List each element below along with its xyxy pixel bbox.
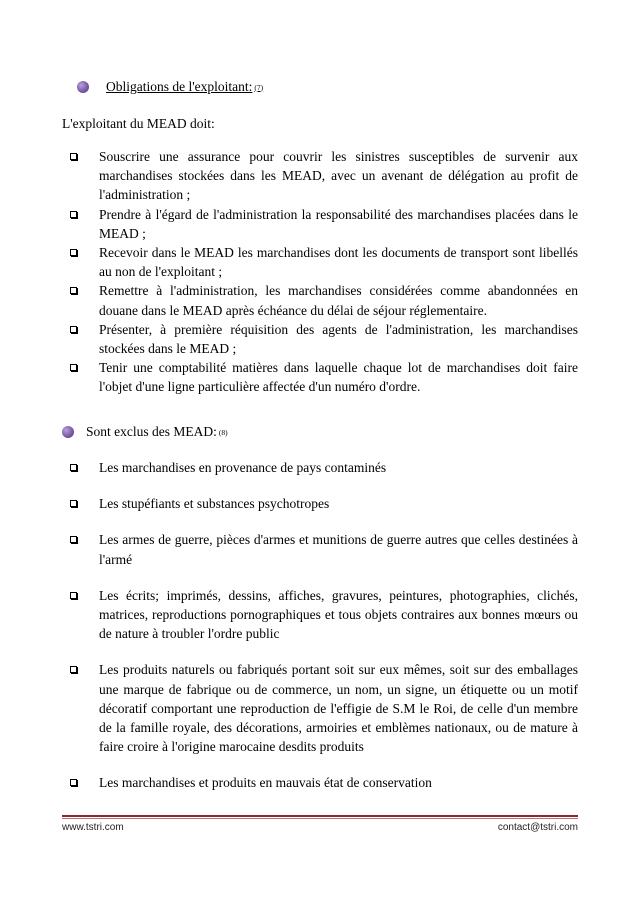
purple-bullet-icon [77, 81, 89, 93]
checkbox-bullet-icon [70, 464, 77, 471]
footer-contact: contact@tstri.com [497, 822, 578, 833]
footer-rule-secondary [62, 818, 578, 819]
exclusions-list [70, 458, 578, 810]
footer-website: www.tstri.com [62, 822, 124, 833]
checkbox-bullet-icon [70, 326, 77, 333]
section1-note: (7) [254, 82, 264, 92]
section1-intro: L'exploitant du MEAD doit: [62, 116, 215, 131]
purple-bullet-icon [62, 426, 74, 438]
section2-title: Sont exclus des MEAD: [86, 424, 217, 439]
footer-rule [62, 815, 578, 817]
checkbox-bullet-icon [70, 153, 77, 160]
list-item: Les stupéfiants et substances psychotropes [70, 494, 578, 513]
list-item: Tenir une comptabilité matières dans laquelle chaque lot de marchandises doit faire l'objet d'une ligne particulière affectée d'un numéro d'ordre. [70, 358, 578, 396]
list-item: Les marchandises et produits en mauvais état de conservation [70, 773, 578, 792]
checkbox-bullet-icon [70, 779, 77, 786]
list-item: Souscrire une assurance pour couvrir les sinistres susceptibles de survenir aux marchandises stockées dans les MEAD, avec un avenant de délégation au profit de l'administration ; [70, 147, 578, 205]
checkbox-bullet-icon [70, 211, 77, 218]
checkbox-bullet-icon [70, 287, 77, 294]
checkbox-bullet-icon [70, 500, 77, 507]
list-item: Prendre à l'égard de l'administration la responsabilité des marchandises placées dans le MEAD ; [70, 205, 578, 243]
checkbox-bullet-icon [70, 592, 77, 599]
checkbox-bullet-icon [70, 666, 77, 673]
section2-note: (8) [218, 427, 228, 437]
list-item: Remettre à l'administration, les marchandises considérées comme abandonnées en douane dans le MEAD après échéance du délai de séjour réglementaire. [70, 281, 578, 319]
checkbox-bullet-icon [70, 249, 77, 256]
checkbox-bullet-icon [70, 536, 77, 543]
list-item: Les produits naturels ou fabriqués portant soit sur eux mêmes, soit sur des emballages une marque de fabrique ou de commerce, un nom, un signe, un étiquette ou un motif décoratif comportant une reproduction de l'effigie de S.M le Roi, de celle d'un membre de la famille royale, des décorations, armoiries et emblèmes nationaux, ou de mature à faire croire à l'origine marocaine desdits produits [70, 660, 578, 756]
list-item: Présenter, à première réquisition des agents de l'administration, les marchandises stockées dans le MEAD ; [70, 320, 578, 358]
obligations-list [70, 147, 578, 397]
section2-heading [62, 424, 228, 440]
section1-title: Obligations de l'exploitant: [106, 79, 253, 94]
checkbox-bullet-icon [70, 364, 77, 371]
list-item: Les écrits; imprimés, dessins, affiches, gravures, peintures, photographies, clichés, matrices, reproductions pornographiques et tous objets contraires aux bonnes mœurs ou de nature à troubler l'ordre public [70, 586, 578, 644]
list-item: Les armes de guerre, pièces d'armes et munitions de guerre autres que celles destinées à l'armé [70, 530, 578, 568]
list-item: Les marchandises en provenance de pays contaminés [70, 458, 578, 477]
section1-heading [77, 79, 263, 95]
list-item: Recevoir dans le MEAD les marchandises dont les documents de transport sont libellés au non de l'exploitant ; [70, 243, 578, 281]
